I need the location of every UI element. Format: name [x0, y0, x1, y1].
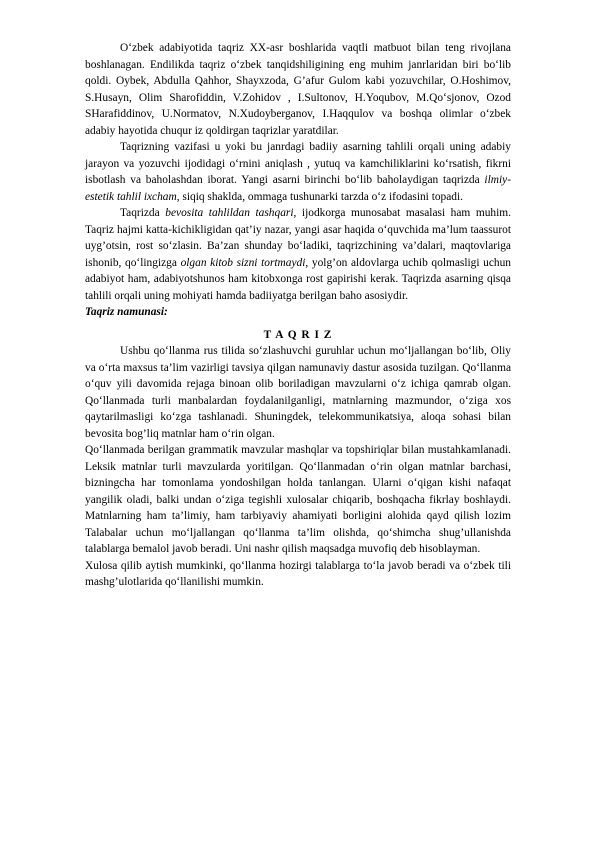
attitude-text-middle: , ijodkorga munosabat masalasi ham muhim. Taqriz hajmi katta-kichikligidan qat’iy nazar, yangi asar haqida o‘quvchida ma’lum taassurot uyg’otsin, rost so‘zlasin. Ba’zan shunday bo‘ladiki, taqrizchining va’dalari, maqtovlariga ishonib, qo‘lingizga: [85, 207, 511, 269]
review-paragraph-1: Ushbu qo‘llanma rus tilida so‘zlashuvchi guruhlar uchun mo‘ljallangan bo‘lib, Oliy va o‘rta maxsus ta’lim vazirligi tavsiya qilgan namunaviy dastur asosida tuzilgan. Qo‘llanma o‘quv yili davomida rejaga binoan olib boriladigan mavzularni o‘z ichiga qamrab olgan. Qo‘llanmada turli manbalardan foydalanilganligi, matnlarning mazmundor, o‘ziga xos qaytarilmasligi ko‘zga tashlanadi. Shuningdek, telekommunikatsiya, aloqa sohasi bilan bevosita bog’liq matnlar ham o‘rin olgan.: [85, 345, 511, 440]
sample-heading: Taqriz namunasi:: [85, 306, 168, 318]
attitude-text-start: Taqrizda: [120, 207, 166, 219]
review-title: T A Q R I Z: [263, 328, 333, 341]
task-emphasis: ilmiy-estetik tahlil ixcham: [85, 174, 511, 203]
task-text-start: Taqrizning vazifasi u yoki bu janrdagi badiiy asarning tahlili orqali uning adabiy jarayon va yozuvchi ijodidagi o‘rnini aniqlash , yutuq va kamchiliklarini ko‘rsatish, fikrni isbotlash va baholashdan iborat. Yangi asarni birinchi bo‘lib baholaydigan taqrizda: [85, 141, 511, 186]
task-paragraph: [85, 139, 511, 205]
attitude-emphasis-2: olgan kitob sizni tortmaydi: [180, 256, 306, 269]
attitude-text-end: , yolg’on aldovlarga uchib qolmasligi uchun adabiyot ham, adabiyotshunos ham kitobxonga rost gapirishi kerak. Taqrizda asarning qisqa tahlili orqali uning mohiyati hamda badiiyatga berilgan baho asosiydir.: [85, 256, 512, 302]
intro-paragraph: O‘zbek adabiyotida taqriz XX-asr boshlarida vaqtli matbuot bilan teng rivojlana boshlanagan. Endilikda taqriz o‘zbek tanqidshiligining eng muhim janrlaridan biri bo‘lib qoldi. Oybek, Abdulla Qahhor, Shayxzoda, G’afur Gulom kabi yozuvchilar, O.Hoshimov, S.Husayn, Olim Sharofiddin, V.Zohidov , I.Sultonov, H.Yoqubov, M.Qo‘sjonov, Ozod SHarafiddinov, U.Normatov, N.Xudoyberganov, I.Haqqulov va boshqa olimlar o‘zbek adabiy hayotida chuqur iz qoldirgan taqrizlar yaratdilar.: [85, 42, 511, 137]
task-text-end: , siqiq shaklda, ommaga tushunarki tarzda o‘z ifodasini topadi.: [176, 190, 464, 203]
review-paragraph-3: Xulosa qilib aytish mumkinki, qo‘llanma hozirgi talablarga to‘la javob beradi va o‘zbek tili mashg’ulotlarida qo‘llanilishi mumkin.: [85, 559, 511, 588]
document-page: [85, 40, 511, 591]
attitude-paragraph: [85, 205, 511, 304]
attitude-emphasis: bevosita tahlildan tashqari: [165, 207, 294, 219]
review-paragraph-2: Qo‘llanmada berilgan grammatik mavzular mashqlar va topshiriqlar bilan mustahkamlanadi. Leksik matnlar turli mavzularda yoritilgan. Qo‘llanmadan o‘rin olgan matnlar barchasi, bizningcha har tomonlama yondoshilgan holda tanlangan. Ularni o‘qigan kishi nafaqat yangilik oladi, balki undan o‘ziga tegishli xulosalar chiqarib, boshqacha fikrlay boshlaydi. Matnlarning ham ta’limiy, ham tarbiyaviy ahamiyati borligini alohida qayd qilish lozim Talabalar uchun mo‘ljallangan qo‘llanma ta’lim olishda, qo‘shimcha shug’ullanishda talablarga bemalol javob beradi. Uni nashr qilish maqsadga muvofiq deb hisoblayman.: [85, 444, 511, 555]
